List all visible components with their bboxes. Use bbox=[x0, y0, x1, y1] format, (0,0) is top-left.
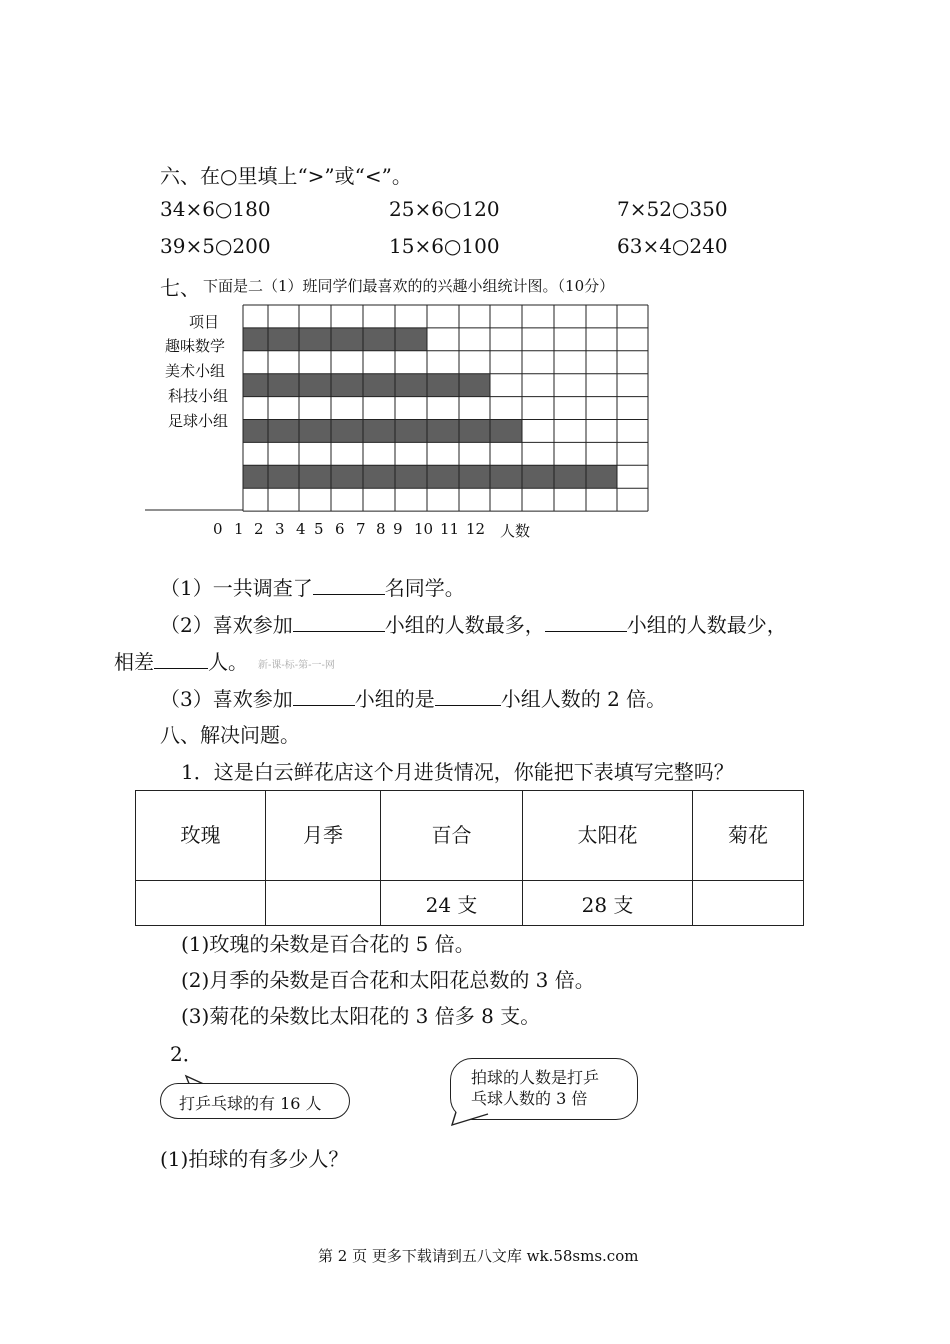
x-tick: 11 bbox=[440, 520, 460, 538]
question-text: 人。 bbox=[208, 650, 248, 674]
problem-1: 1．这是白云鲜花店这个月进货情况，你能把下表填写完整吗？ bbox=[181, 760, 734, 784]
y-label: 足球小组 bbox=[168, 412, 229, 430]
question-7-2 bbox=[160, 609, 787, 638]
x-tick: 5 bbox=[314, 520, 324, 538]
x-tick: 3 bbox=[275, 520, 285, 538]
y-label: 美术小组 bbox=[165, 362, 226, 380]
table-header: 菊花 bbox=[693, 791, 804, 881]
blank[interactable] bbox=[154, 650, 208, 669]
question-text: 小组人数的 2 倍。 bbox=[500, 687, 667, 711]
x-tick: 7 bbox=[356, 520, 366, 538]
condition-1: (1)玫瑰的朵数是百合花的 5 倍。 bbox=[181, 932, 475, 956]
comparison-item: 15×6○100 bbox=[389, 234, 500, 258]
bubble-text: 乓球人数的 3 倍 bbox=[471, 1089, 588, 1108]
blank[interactable] bbox=[545, 613, 627, 632]
section8-title: 八、解决问题。 bbox=[160, 723, 300, 747]
blank[interactable] bbox=[313, 576, 385, 595]
watermark: 新-课-标-第-一-网 bbox=[258, 660, 335, 671]
question-7-3 bbox=[160, 683, 666, 712]
footer: 第 2 页 更多下载请到五八文库 wk.58sms.com bbox=[318, 1247, 639, 1265]
x-axis-unit: 人数 bbox=[500, 522, 531, 540]
section7-label: 七、 bbox=[160, 276, 200, 300]
question-8-2-1: (1)拍球的有多少人？ bbox=[160, 1147, 349, 1171]
section6-title: 六、在○里填上“>”或“<”。 bbox=[160, 164, 412, 188]
x-tick: 2 bbox=[254, 520, 264, 538]
table-cell: 28 支 bbox=[523, 881, 693, 926]
bar-科技小组 bbox=[243, 420, 522, 443]
comparison-item: 7×52○350 bbox=[617, 197, 728, 221]
bubble-text: 拍球的人数是打乒 bbox=[471, 1068, 600, 1087]
blank[interactable] bbox=[435, 687, 501, 706]
table-header: 太阳花 bbox=[523, 791, 693, 881]
y-label: 趣味数学 bbox=[165, 337, 226, 355]
x-tick: 12 bbox=[466, 520, 486, 538]
bubble-text: 打乒乓球的有 16 人 bbox=[179, 1094, 322, 1113]
table-header: 月季 bbox=[266, 791, 381, 881]
bar-chart bbox=[0, 300, 950, 550]
chart-svg bbox=[0, 300, 950, 550]
flower-table bbox=[135, 790, 804, 926]
question-text: 相差 bbox=[114, 650, 154, 674]
table-header: 百合 bbox=[381, 791, 523, 881]
bar-趣味数学 bbox=[243, 328, 427, 351]
comparison-item: 63×4○240 bbox=[617, 234, 728, 258]
table-row bbox=[136, 881, 804, 926]
section7-title: 下面是二（1）班同学们最喜欢的的兴趣小组统计图。（10分） bbox=[203, 277, 615, 295]
condition-2: (2)月季的朵数是百合花和太阳花总数的 3 倍。 bbox=[181, 968, 595, 992]
condition-3: (3)菊花的朵数比太阳花的 3 倍多 8 支。 bbox=[181, 1004, 541, 1028]
x-tick: 10 bbox=[414, 520, 434, 538]
question-text: （1）一共调查了 bbox=[160, 576, 313, 600]
problem-2: 2． bbox=[170, 1042, 203, 1066]
question-text: 名同学。 bbox=[384, 576, 465, 600]
question-text: 小组的人数最少， bbox=[626, 613, 787, 637]
x-tick: 9 bbox=[393, 520, 403, 538]
blank[interactable] bbox=[293, 613, 385, 632]
x-tick: 6 bbox=[335, 520, 345, 538]
blank[interactable] bbox=[293, 687, 355, 706]
question-text: （2）喜欢参加 bbox=[160, 613, 293, 637]
x-tick: 0 bbox=[213, 520, 223, 538]
question-text: 小组的人数最多， bbox=[384, 613, 545, 637]
question-text: （3）喜欢参加 bbox=[160, 687, 293, 711]
comparison-item: 39×5○200 bbox=[160, 234, 271, 258]
x-tick: 8 bbox=[376, 520, 386, 538]
table-cell[interactable] bbox=[693, 881, 804, 926]
table-cell[interactable] bbox=[266, 881, 381, 926]
table-cell[interactable] bbox=[136, 881, 266, 926]
bar-美术小组 bbox=[243, 374, 490, 397]
y-label: 科技小组 bbox=[168, 387, 229, 405]
y-label-header: 项目 bbox=[189, 313, 220, 331]
comparison-item: 25×6○120 bbox=[389, 197, 500, 221]
question-7-2-cont bbox=[114, 646, 248, 675]
speech-bubble-1 bbox=[160, 1083, 350, 1119]
comparison-item: 34×6○180 bbox=[160, 197, 271, 221]
question-7-1 bbox=[160, 572, 465, 601]
x-tick: 4 bbox=[296, 520, 306, 538]
table-cell: 24 支 bbox=[381, 881, 523, 926]
bubble-tail-2 bbox=[448, 1110, 528, 1130]
question-text: 小组的是 bbox=[354, 687, 435, 711]
table-header-row bbox=[136, 791, 804, 881]
x-tick: 1 bbox=[234, 520, 244, 538]
table-header: 玫瑰 bbox=[136, 791, 266, 881]
